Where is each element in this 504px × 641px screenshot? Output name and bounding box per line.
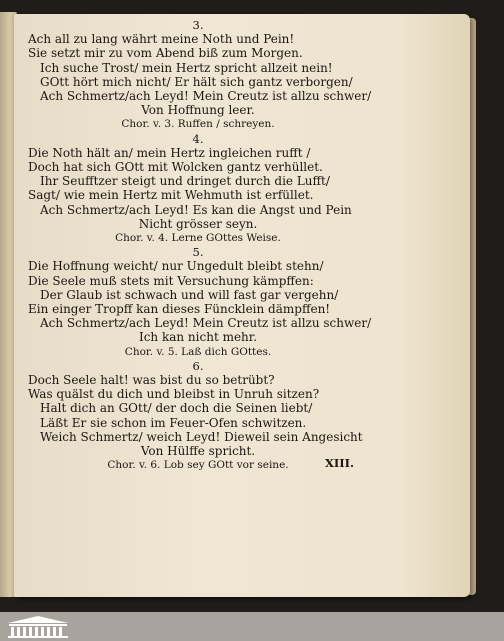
verse-line: Der Glaub ist schwach und will fast gar vergehn/ — [40, 287, 339, 302]
verse-line: Doch Seele halt! was bist du so betrübt? — [28, 373, 275, 388]
verse-line: Ein einger Tropff kan dieses Füncklein dämpffen! — [28, 302, 331, 317]
verse-line: Halt dich an GOtt/ der doch die Seinen liebt/ — [40, 401, 313, 416]
catchword: XIII. — [325, 456, 355, 470]
verse-line: Weich Schmertz/ weich Leyd! Dieweil sein Angesicht — [40, 429, 363, 444]
verse-line: GOtt hört mich nicht/ Er hält sich gantz verborgen/ — [40, 74, 353, 89]
chorus-reference: Chor. v. 6. Lob sey GOtt vor seine. — [107, 459, 289, 472]
verse-line: Doch hat sich GOtt mit Wolcken gantz verhüllet. — [28, 160, 323, 175]
verse-line: Sagt/ wie mein Hertz mit Wehmuth ist erfüllet. — [28, 188, 314, 203]
verse-line: Ich kan nicht mehr. — [138, 330, 258, 345]
verse-line: Läßt Er sie schon im Feuer-Ofen schwitzen. — [40, 415, 307, 430]
verse-line: Ich suche Trost/ mein Hertz spricht allzeit nein! — [40, 60, 333, 75]
stanza-number: 6. — [192, 358, 204, 373]
page-text — [28, 18, 372, 473]
verse-line: Ach Schmertz/ach Leyd! Mein Creutz ist allzu schwer/ — [40, 89, 372, 104]
verse-line: Die Seele muß stets mit Versuchung kämpffen: — [28, 273, 314, 288]
verse-line: Was quälst du dich und bleibst in Unruh sitzen? — [28, 387, 320, 402]
verse-line: Ach all zu lang währt meine Noth und Pein! — [28, 32, 295, 47]
verse-line: Die Hoffnung weicht/ nur Ungedult bleibt stehn/ — [28, 259, 324, 274]
verse-line: Nicht grösser seyn. — [138, 216, 258, 231]
stanza-number: 5. — [192, 245, 204, 260]
verse-line: Ach Schmertz/ach Leyd! Mein Creutz ist allzu schwer/ — [40, 316, 372, 331]
chorus-reference: Chor. v. 5. Laß dich GOttes. — [124, 345, 272, 358]
verse-line: Ihr Seufftzer steigt und dringet durch die Lufft/ — [40, 174, 330, 189]
verse-line: Von Hülffe spricht. — [140, 444, 256, 459]
library-building-icon — [4, 614, 72, 639]
verse-line: Sie setzt mir zu vom Abend biß zum Morgen. — [28, 46, 303, 61]
verse-line: Ach Schmertz/ach Leyd! Es kan die Angst und Pein — [40, 202, 352, 217]
stanza-number: 3. — [192, 18, 204, 32]
viewer-footer-bar — [0, 612, 504, 641]
verse-line: Die Noth hält an/ mein Hertz ingleichen rufft / — [28, 145, 311, 160]
chorus-reference: Chor. v. 4. Lerne GOttes Weise. — [115, 232, 281, 245]
verse-line: Von Hoffnung leer. — [141, 103, 255, 118]
chorus-reference: Chor. v. 3. Ruffen / schreyen. — [121, 118, 275, 131]
stanza-number: 4. — [192, 131, 204, 146]
